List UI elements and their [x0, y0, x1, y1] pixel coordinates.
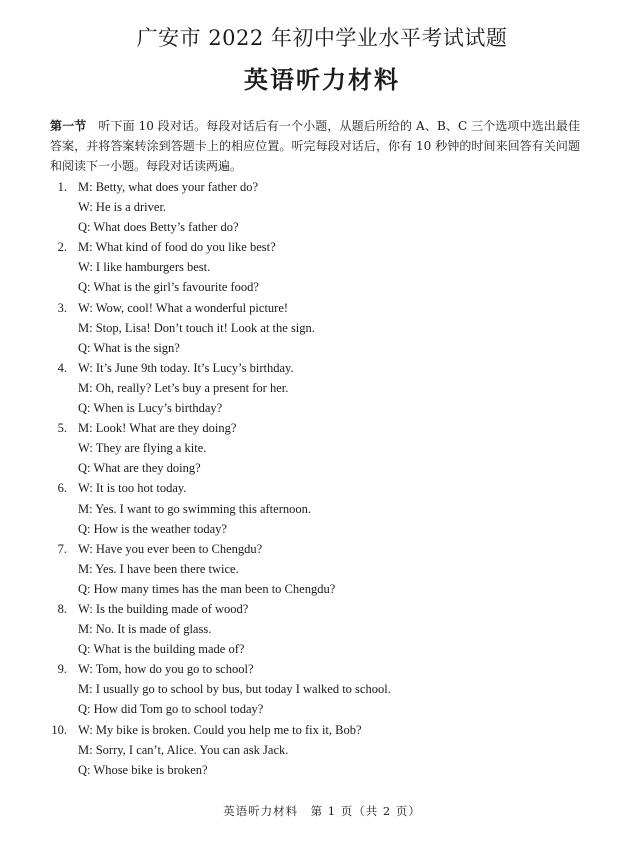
- dialog-line: M: Look! What are they doing?: [78, 421, 237, 436]
- dialog-number: 8.: [57, 601, 67, 616]
- question-line: Q: What is the girl’s favourite food?: [78, 280, 259, 295]
- dialog-item: [0, 478, 644, 538]
- dialog-item: [0, 177, 644, 237]
- dialog-number: 9.: [57, 662, 67, 677]
- dialog-item: [0, 237, 644, 297]
- dialog-line: M: I usually go to school by bus, but today I walked to school.: [78, 682, 391, 697]
- dialog-item: [0, 358, 644, 418]
- subject-title: 英语听力材料: [244, 66, 400, 94]
- dialog-line: W: Is the building made of wood?: [78, 601, 249, 616]
- question-line: Q: How many times has the man been to Chengdu?: [78, 581, 336, 596]
- dialog-line: W: It’s June 9th today. It’s Lucy’s birthday.: [78, 360, 294, 375]
- dialog-item: [0, 720, 644, 780]
- dialog-line: W: Wow, cool! What a wonderful picture!: [78, 300, 289, 315]
- dialog-line: M: No. It is made of glass.: [78, 622, 212, 637]
- page-footer: 英语听力材料 第 1 页（共 2 页）: [223, 804, 421, 818]
- dialog-item: [0, 539, 644, 599]
- dialog-line: M: Yes. I want to go swimming this afternoon.: [78, 501, 311, 516]
- dialog-line: W: They are flying a kite.: [78, 441, 207, 456]
- dialog-number: 4.: [57, 360, 67, 375]
- dialog-line: W: Have you ever been to Chengdu?: [78, 541, 263, 556]
- dialog-line: W: I like hamburgers best.: [78, 260, 211, 275]
- dialog-item: [0, 599, 644, 659]
- section-instructions: [50, 116, 580, 176]
- dialog-line: M: Sorry, I can’t, Alice. You can ask Jack.: [78, 742, 289, 757]
- question-line: Q: How did Tom go to school today?: [78, 702, 264, 717]
- dialog-line: M: Betty, what does your father do?: [78, 180, 259, 194]
- dialog-line: W: It is too hot today.: [78, 481, 187, 496]
- dialog-line: M: Yes. I have been there twice.: [78, 561, 239, 576]
- dialog-number: 6.: [57, 481, 67, 496]
- question-line: Q: Whose bike is broken?: [78, 762, 208, 777]
- exam-title: 广安市 2022 年初中学业水平考试试题: [136, 26, 508, 50]
- question-line: Q: How is the weather today?: [78, 521, 227, 536]
- question-line: Q: What is the sign?: [78, 340, 180, 355]
- dialog-line: W: My bike is broken. Could you help me to fix it, Bob?: [78, 722, 362, 737]
- dialog-number: 10.: [51, 722, 67, 737]
- dialog-list: [0, 177, 644, 780]
- dialog-number: 3.: [57, 300, 67, 315]
- dialog-item: [0, 298, 644, 358]
- dialog-line: M: Oh, really? Let’s buy a present for her.: [78, 380, 289, 395]
- dialog-item: [0, 659, 644, 719]
- instructions-text: 听下面 10 段对话。每段对话后有一个小题，从题后所给的 A、B、C 三个选项中选出最佳答案，并将答案转涂到答题卡上的相应位置。听完每段对话后，你有 10 秒钟的时间来回答有关问题和阅读下一小题。每段对话读两遍。: [50, 119, 580, 173]
- dialog-line: W: He is a driver.: [78, 200, 167, 215]
- question-line: Q: What does Betty’s father do?: [78, 220, 239, 235]
- dialog-line: M: Stop, Lisa! Don’t touch it! Look at the sign.: [78, 320, 315, 335]
- question-line: Q: What is the building made of?: [78, 642, 245, 657]
- dialog-item: [0, 418, 644, 478]
- question-line: Q: What are they doing?: [78, 461, 201, 476]
- question-line: Q: When is Lucy’s birthday?: [78, 401, 223, 416]
- dialog-line: W: Tom, how do you go to school?: [78, 662, 254, 677]
- dialog-number: 5.: [57, 421, 67, 436]
- dialog-number: 2.: [57, 240, 67, 255]
- section-label: 第一节: [50, 119, 87, 133]
- dialog-number: 1.: [57, 180, 67, 194]
- dialog-number: 7.: [57, 541, 67, 556]
- dialog-line: M: What kind of food do you like best?: [78, 240, 276, 255]
